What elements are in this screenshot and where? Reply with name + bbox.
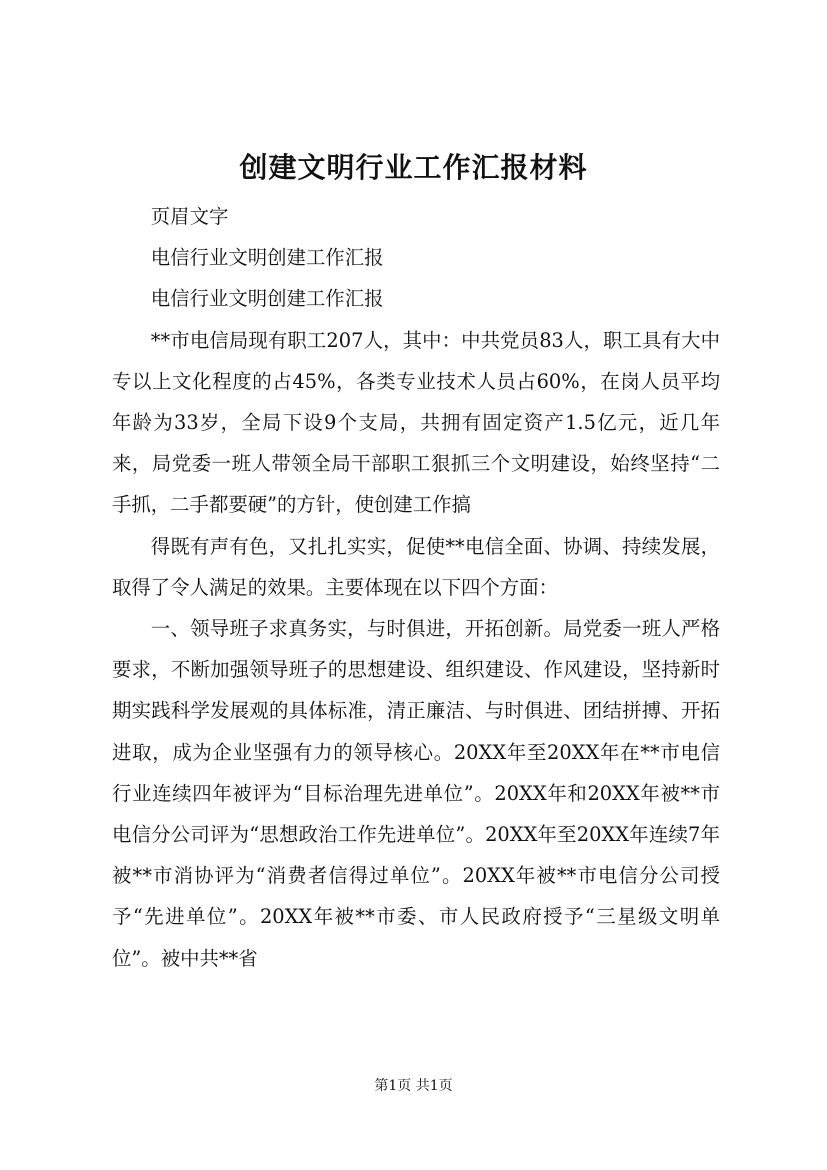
subtitle-paragraph-repeat: 电信行业文明创建工作汇报 [150,287,384,311]
overview-paragraph: **市电信局现有职工207人，其中：中共党员83人，职工具有大中专以上文化程度的占45%，各类专业技术人员占60%，在岗人员平均年龄为33岁，全局下设9个支局，共拥有固定资产1.5亿元，近几年来，局党委一班人带领全局干部职工狠抓三个文明建设，始终坚持“二手抓，二手都要硬”的方针，使创建工作搞 [112,328,720,517]
results-paragraph: 得既有声有色，又扎扎实实，促使**电信全面、协调、持续发展，取得了令人满足的效果。主要体现在以下四个方面： [112,534,720,599]
page-number-footer: 第1页 共1页 [374,1078,453,1094]
subtitle-paragraph: 电信行业文明创建工作汇报 [150,246,384,270]
header-text-paragraph: 页眉文字 [150,205,229,228]
leadership-paragraph: 一、领导班子求真务实，与时俱进，开拓创新。局党委一班人严格要求，不断加强领导班子的思想建设、组织建设、作风建设，坚持新时期实践科学发展观的具体标准，清正廉洁、与时俱进、团结拼搏、开拓进取，成为企业坚强有力的领导核心。20XX年至20XX年在**市电信行业连续四年被评为“目标治理先进单位”。20XX年和20XX年被**市电信分公司评为“思想政治工作先进单位”。20XX年至20XX年连续7年被**市消协评为“消费者信得过单位”。20XX年被**市电信分公司授予“先进单位”。20XX年被**市委、市人民政府授予“三星级文明单位”。被中共**省 [112,617,721,970]
document-body [112,196,720,979]
document-title: 创建文明行业工作汇报材料 [239,151,588,184]
